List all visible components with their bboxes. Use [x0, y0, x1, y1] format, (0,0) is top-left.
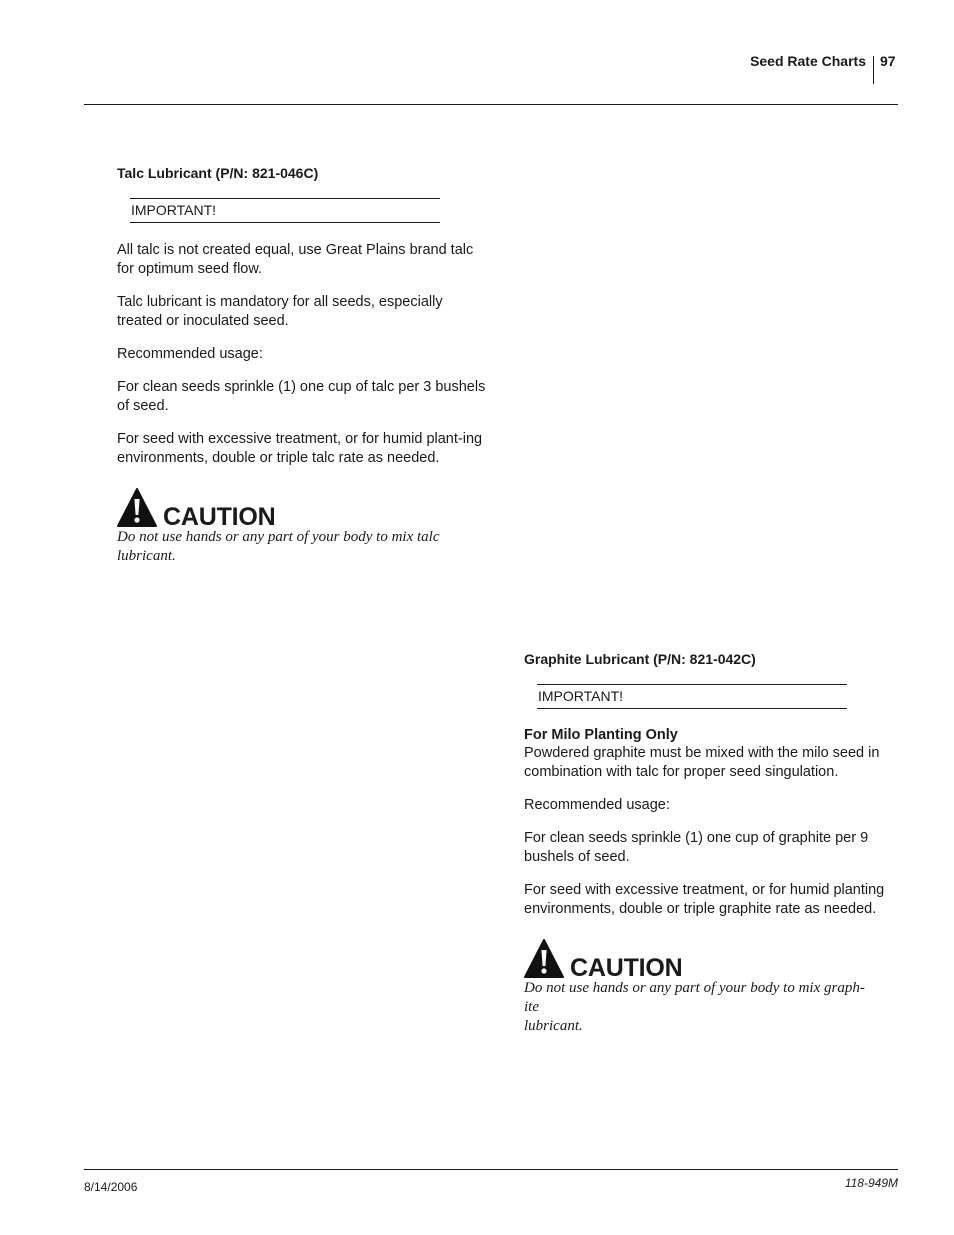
graphite-paragraph: Recommended usage: [524, 797, 670, 813]
caution-label: CAUTION [570, 954, 683, 982]
talc-paragraph: For clean seeds sprinkle (1) one cup of talc per 3 bushels of seed. [117, 379, 486, 414]
caution-text: Do not use hands or any part of your body to mix talc lubricant. [117, 529, 440, 564]
graphite-caution [524, 937, 894, 1036]
talc-caution [117, 486, 487, 566]
warning-triangle-icon [524, 939, 564, 979]
talc-section [117, 164, 487, 566]
talc-important-box: IMPORTANT! [130, 198, 440, 223]
talc-paragraph: All talc is not created equal, use Great Plains brand talc for optimum seed flow. [117, 242, 474, 277]
caution-text-line: lubricant. [524, 1018, 583, 1034]
graphite-paragraph: For seed with excessive treatment, or for humid planting environments, double or triple graphite rate as needed. [524, 882, 885, 917]
caution-label: CAUTION [163, 503, 276, 531]
graphite-subheading: For Milo Planting Only [524, 727, 678, 743]
header-rule [84, 104, 898, 105]
talc-paragraph: For seed with excessive treatment, or for humid plant-ing environments, double or triple talc rate as needed. [117, 431, 483, 466]
graphite-paragraph: For clean seeds sprinkle (1) one cup of graphite per 9 bushels of seed. [524, 830, 869, 865]
caution-text [524, 979, 884, 1036]
graphite-section [524, 650, 894, 1036]
warning-triangle-icon [117, 488, 157, 528]
header-divider [873, 56, 874, 84]
talc-paragraph: Talc lubricant is mandatory for all seeds, especially treated or inoculated seed. [117, 294, 443, 329]
page-number: 97 [880, 53, 896, 69]
caution-text-line: ite [524, 999, 539, 1015]
talc-heading: Talc Lubricant (P/N: 821-046C) [117, 165, 319, 181]
header-section-title: Seed Rate Charts [750, 53, 866, 69]
graphite-heading: Graphite Lubricant (P/N: 821-042C) [524, 651, 756, 667]
caution-text-line: Do not use hands or any part of your body to mix graph- [524, 980, 865, 996]
footer-doc-number: 118-949M [844, 1176, 898, 1190]
footer-date: 8/14/2006 [84, 1180, 138, 1194]
footer-rule [84, 1169, 898, 1170]
graphite-paragraph: Powdered graphite must be mixed with the milo seed in combination with talc for proper seed singulation. [524, 745, 880, 780]
graphite-important-box: IMPORTANT! [537, 684, 847, 709]
talc-paragraph: Recommended usage: [117, 346, 263, 362]
